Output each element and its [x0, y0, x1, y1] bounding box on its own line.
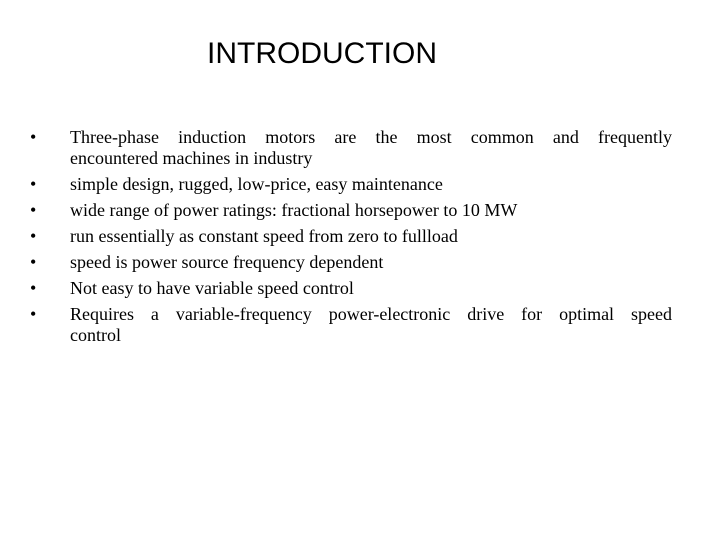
bullet-item: [30, 200, 672, 221]
bullet-text-line: control: [70, 325, 121, 345]
bullet-item: [30, 252, 672, 273]
bullet-text: run essentially as constant speed from zero to fullload: [70, 226, 458, 246]
bullet-icon: •: [30, 252, 37, 272]
bullet-text: simple design, rugged, low-price, easy maintenance: [70, 174, 443, 194]
bullet-icon: •: [30, 304, 37, 324]
bullet-icon: •: [30, 174, 37, 194]
bullet-icon: •: [30, 226, 37, 246]
bullet-text: wide range of power ratings: fractional horsepower to 10 MW: [70, 200, 518, 220]
bullet-icon: •: [30, 278, 37, 298]
bullet-item: [30, 174, 672, 195]
bullet-item: [30, 278, 672, 299]
bullet-item: [30, 127, 672, 169]
bullet-item: [30, 304, 672, 346]
bullet-icon: •: [30, 200, 37, 220]
bullet-text-line: Requires a variable-frequency power-electronic drive for optimal speed: [70, 304, 672, 324]
bullet-text-line: encountered machines in industry: [70, 148, 313, 168]
bullet-item: [30, 226, 672, 247]
slide-title: INTRODUCTION: [207, 37, 437, 70]
bullet-icon: •: [30, 127, 37, 147]
bullet-text-line: Three-phase induction motors are the most common and frequently: [70, 127, 672, 147]
bullet-text: speed is power source frequency dependent: [70, 252, 384, 272]
bullet-text: Not easy to have variable speed control: [70, 278, 354, 298]
bullet-list: [30, 127, 672, 351]
